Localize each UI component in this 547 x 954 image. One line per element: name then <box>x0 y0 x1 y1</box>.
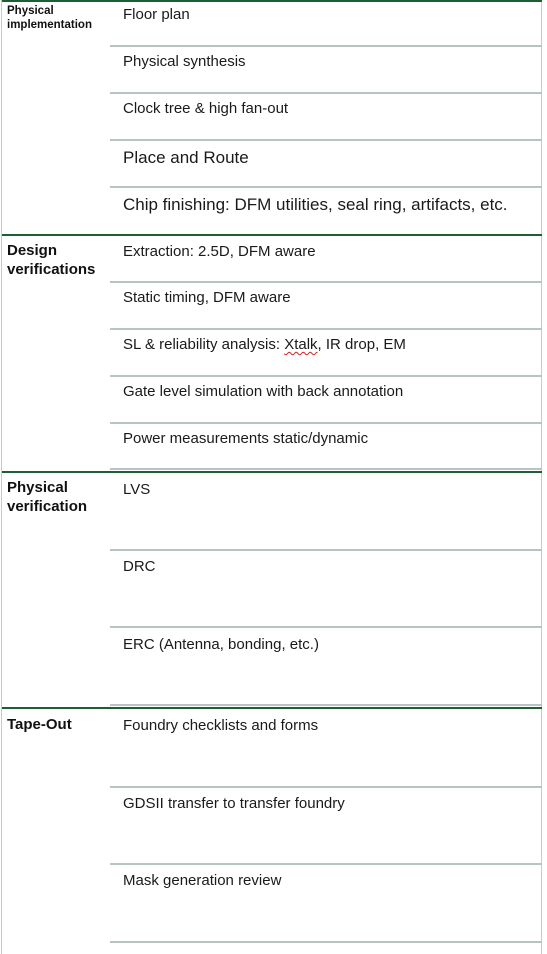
list-item <box>110 707 542 787</box>
item-text: Floor plan <box>123 6 190 23</box>
item-text: Power measurements static/dynamic <box>123 430 369 447</box>
section-physical-implementation <box>2 0 542 235</box>
list-item <box>110 471 542 550</box>
section-label-line2: verification <box>7 498 88 515</box>
list-item <box>110 550 542 628</box>
item-text: LVS <box>123 481 151 498</box>
item-text: Foundry checklists and forms <box>123 717 319 734</box>
list-item <box>110 234 542 282</box>
section-label <box>7 4 92 32</box>
item-text: ERC (Antenna, bonding, etc.) <box>123 636 319 653</box>
list-item <box>110 329 542 376</box>
section-label-line1: Tape-Out <box>7 716 72 733</box>
section-label-line1: Physical <box>7 479 68 496</box>
section-tape-out <box>2 707 542 954</box>
item-text: GDSII transfer to transfer foundry <box>123 795 345 812</box>
section-label-line2: implementation <box>7 19 92 31</box>
section-label <box>7 478 87 516</box>
item-text: Gate level simulation with back annotation <box>123 383 404 400</box>
section-label-line1: Design <box>7 242 58 259</box>
item-text-part: SL & reliability analysis: <box>123 336 285 353</box>
list-item <box>110 141 542 188</box>
section-label-line2: verifications <box>7 261 96 278</box>
item-divider <box>110 941 542 943</box>
item-text: Physical synthesis <box>123 53 246 70</box>
item-text-part: , IR drop, EM <box>317 336 406 353</box>
item-text <box>123 336 406 353</box>
list-item <box>110 47 542 94</box>
section-label <box>7 241 95 279</box>
section-label-line1: Physical <box>7 5 54 17</box>
list-item <box>110 94 542 141</box>
item-text: Clock tree & high fan-out <box>123 100 289 117</box>
list-item <box>110 0 542 47</box>
item-divider <box>110 468 542 470</box>
list-item <box>110 865 542 943</box>
list-item <box>110 376 542 423</box>
spellcheck-flagged-word: Xtalk <box>284 336 318 353</box>
item-text: Extraction: 2.5D, DFM aware <box>123 243 316 260</box>
list-item <box>110 787 542 865</box>
item-text: Static timing, DFM aware <box>123 289 291 306</box>
list-item <box>110 423 542 470</box>
list-item <box>110 282 542 329</box>
item-divider <box>110 704 542 706</box>
section-design-verifications <box>2 234 542 472</box>
item-text: Place and Route <box>123 148 249 167</box>
list-item <box>110 628 542 706</box>
list-item <box>110 188 542 235</box>
item-text: DRC <box>123 558 156 575</box>
section-physical-verification <box>2 471 542 709</box>
item-text: Chip finishing: DFM utilities, seal ring, artifacts, etc. <box>123 195 508 214</box>
item-text: Mask generation review <box>123 872 282 889</box>
section-label <box>7 715 72 734</box>
